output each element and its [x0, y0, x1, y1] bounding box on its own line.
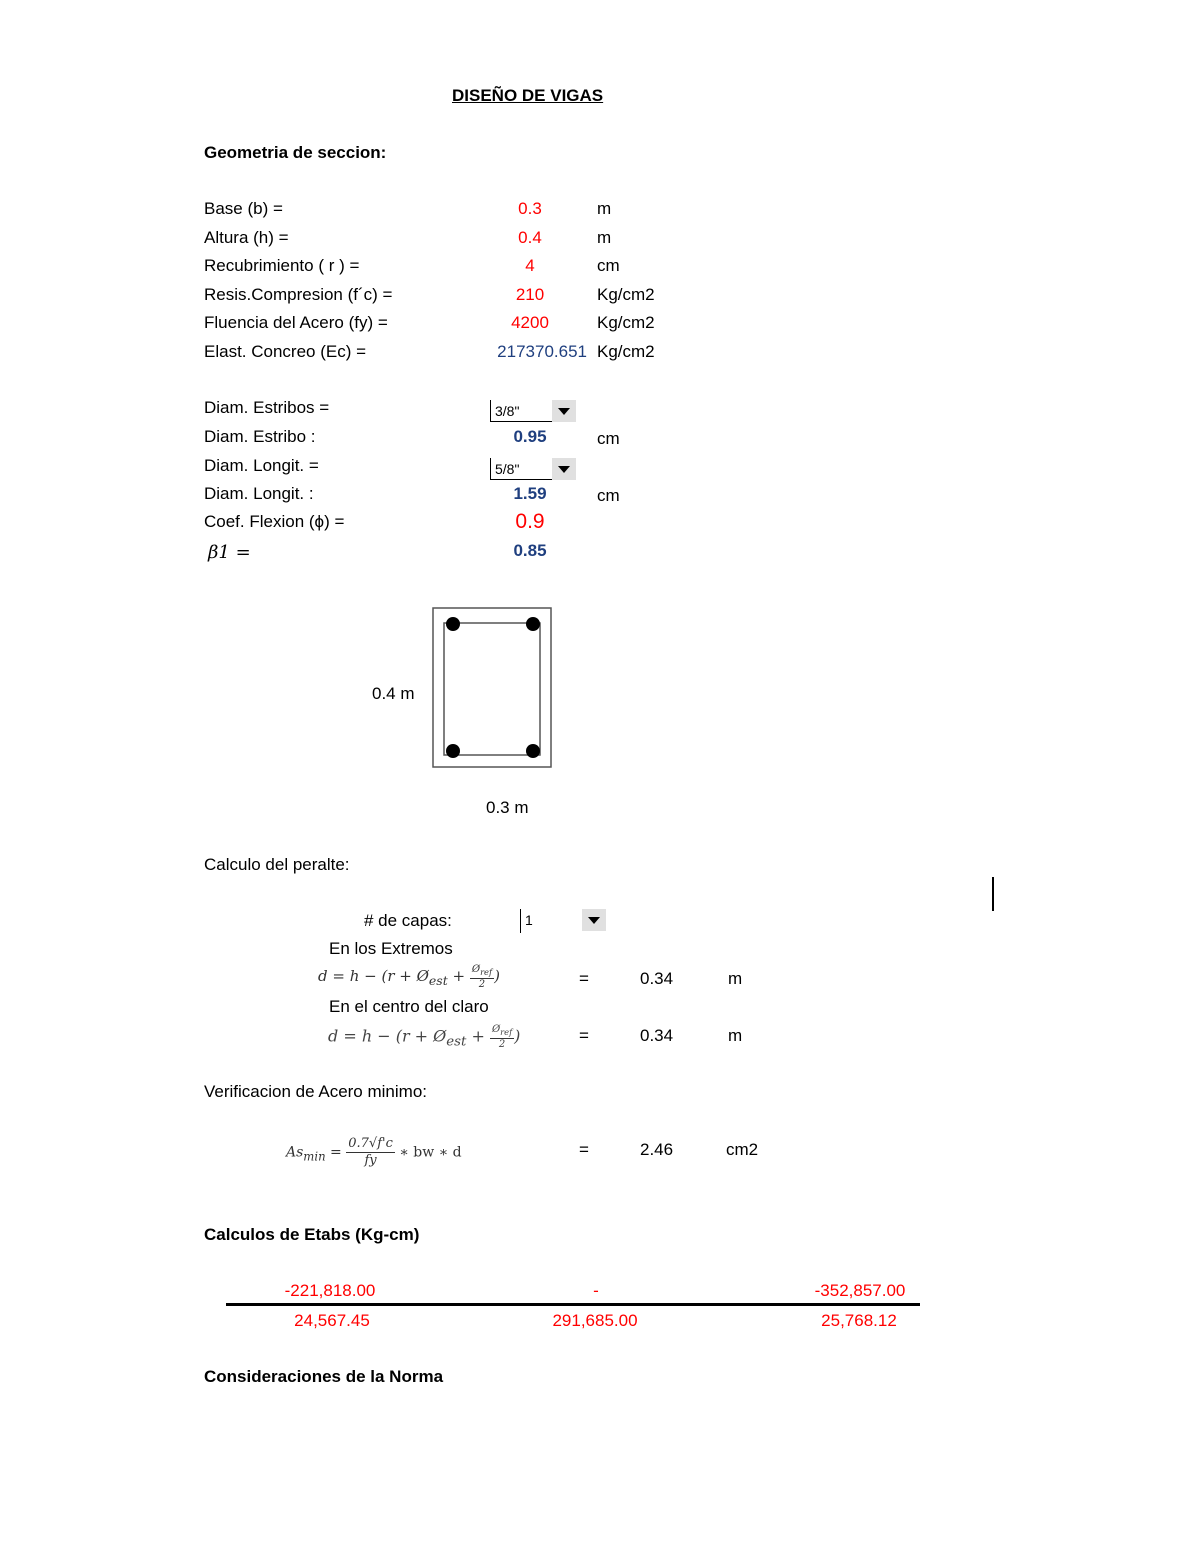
estribos-select[interactable]: [490, 400, 576, 422]
beam-outline: [433, 608, 551, 767]
text-cursor: [992, 877, 994, 911]
fy-value-cell[interactable]: 4200: [511, 313, 549, 332]
altura-value-cell[interactable]: 0.4: [518, 228, 542, 247]
coef-value-cell[interactable]: 0.9: [515, 510, 545, 533]
longit-select[interactable]: [490, 458, 576, 480]
longit-unit: cm: [597, 486, 620, 505]
row-label: Base (b) =: [204, 199, 283, 218]
row-unit: m: [597, 228, 612, 247]
peralte-heading: Calculo del peralte:: [204, 855, 350, 874]
chevron-down-icon[interactable]: [552, 400, 576, 422]
beam-cross-section: [432, 607, 554, 770]
estribo-label: Diam. Estribo :: [204, 427, 316, 446]
row-unit: Kg/cm2: [597, 342, 655, 361]
page-title: DISEÑO DE VIGAS: [452, 86, 604, 105]
capas-selected-value: 1: [525, 912, 533, 928]
row-unit: Kg/cm2: [597, 313, 655, 332]
centro-label: En el centro del claro: [329, 997, 489, 1016]
base-value-cell[interactable]: 0.3: [518, 199, 542, 218]
estribos-label: Diam. Estribos =: [204, 398, 330, 417]
estribo-value: 0.95: [513, 427, 547, 446]
capas-label: # de capas:: [364, 911, 452, 930]
row-unit: cm: [597, 256, 620, 275]
peralte-formula-extremos: $d = h - (r + Ø_{est}$ + $\frac{Ø_{ref}}{2}$): [318, 964, 500, 990]
acero-minimo-value: 2.46: [640, 1140, 674, 1159]
section-height-label: 0.4 m: [372, 684, 415, 703]
extremos-label: En los Extremos: [329, 939, 453, 958]
beam-axis-line: [226, 1303, 920, 1306]
ec-value-cell: 217370.651: [497, 342, 587, 361]
longit-value: 1.59: [513, 484, 547, 503]
longit-label: Diam. Longit. :: [204, 484, 314, 503]
etabs-moment-positive-center: 291,685.00: [552, 1311, 638, 1330]
centro-value: 0.34: [640, 1026, 674, 1045]
centro-eq: =: [579, 1026, 589, 1045]
beta-value: 0.85: [513, 541, 547, 560]
extremos-unit: m: [728, 969, 743, 988]
etabs-moment-negative-left: -221,818.00: [284, 1281, 376, 1300]
capas-select[interactable]: [520, 909, 606, 933]
rebar-top-right: [526, 617, 540, 631]
recubrimiento-value-cell[interactable]: 4: [525, 256, 535, 275]
centro-unit: m: [728, 1026, 743, 1045]
extremos-value: 0.34: [640, 969, 674, 988]
estribo-unit: cm: [597, 429, 620, 448]
acero-minimo-formula: $As_{min}$ = $\frac{0.7√f'c}{fy}$ ∗ bw ∗ d: [286, 1136, 462, 1168]
chevron-down-icon[interactable]: [552, 458, 576, 480]
etabs-moment-negative-center: -: [593, 1281, 599, 1300]
etabs-heading: Calculos de Etabs (Kg-cm): [204, 1225, 420, 1244]
row-unit: Kg/cm2: [597, 285, 655, 304]
peralte-formula-centro: $d = h - (r + Ø_{est}$ + $\frac{Ø_{ref}}{2}$): [328, 1024, 521, 1050]
beta-label: β1 =: [208, 542, 251, 563]
rebar-bottom-right: [526, 744, 540, 758]
fc-value-cell[interactable]: 210: [515, 285, 545, 304]
rebar-top-left: [446, 617, 460, 631]
row-label: Recubrimiento ( r ) =: [204, 256, 360, 275]
estribos-selected-value: 3/8": [495, 403, 520, 419]
extremos-eq: =: [579, 969, 589, 988]
etabs-moment-negative-right: -352,857.00: [814, 1281, 906, 1300]
rebar-bottom-left: [446, 744, 460, 758]
row-label: Elast. Concreo (Ec) =: [204, 342, 367, 361]
acero-minimo-eq: =: [579, 1140, 589, 1159]
longit-selected-value: 5/8": [495, 461, 520, 477]
acero-minimo-heading: Verificacion de Acero minimo:: [204, 1082, 427, 1101]
row-label: Resis.Compresion (f´c) =: [204, 285, 393, 304]
coef-label: Coef. Flexion (ϕ) =: [204, 512, 345, 531]
row-unit: m: [597, 199, 612, 218]
row-label: Fluencia del Acero (fy) =: [204, 313, 388, 332]
norma-heading: Consideraciones de la Norma: [204, 1367, 444, 1386]
chevron-down-icon[interactable]: [582, 909, 606, 931]
etabs-moment-positive-left: 24,567.45: [294, 1311, 370, 1330]
section-width-label: 0.3 m: [486, 798, 529, 817]
acero-minimo-unit: cm2: [726, 1140, 759, 1159]
etabs-moment-positive-right: 25,768.12: [821, 1311, 897, 1330]
longit-select-label: Diam. Longit. =: [204, 456, 319, 475]
geometry-heading: Geometria de seccion:: [204, 143, 387, 162]
row-label: Altura (h) =: [204, 228, 289, 247]
